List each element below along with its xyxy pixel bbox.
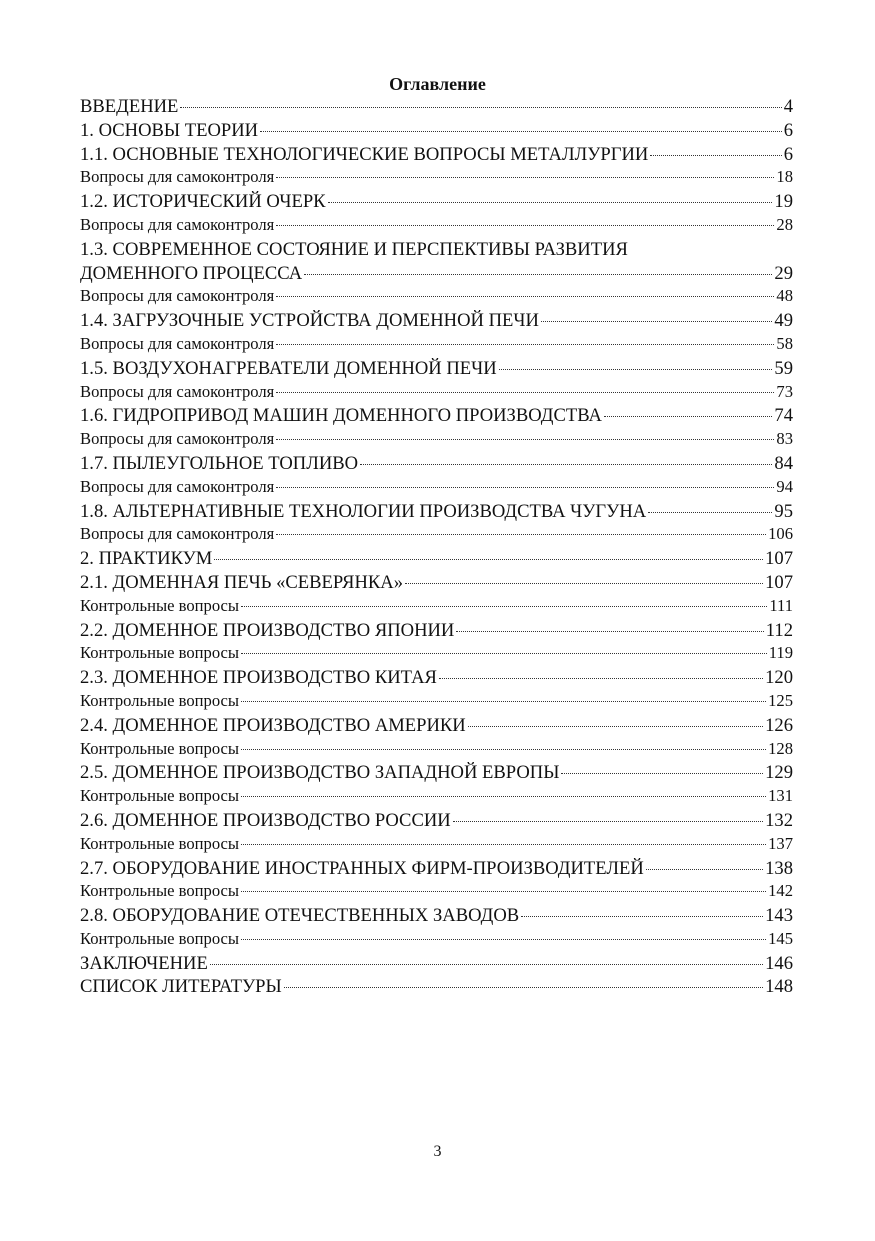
toc-entry-page: 84	[774, 452, 793, 474]
toc-entry-page: 131	[768, 786, 793, 806]
toc-entry-leader	[210, 964, 763, 965]
toc-entry[interactable]	[80, 429, 793, 453]
toc-entry-leader	[284, 987, 763, 988]
toc-entry-label: Вопросы для самоконтроля	[80, 476, 275, 496]
toc-entry[interactable]	[80, 929, 793, 953]
toc-entry-leader	[276, 225, 774, 226]
toc-entry-page: 106	[768, 524, 793, 544]
toc-entry-page: 145	[768, 928, 793, 948]
toc-entry-label: Контрольные вопросы	[80, 928, 240, 948]
toc-entry-page: 73	[776, 381, 793, 401]
toc-entry-label: 1.6. ГИДРОПРИВОД МАШИН ДОМЕННОГО ПРОИЗВОДСТВА	[80, 405, 602, 427]
toc-entry[interactable]	[80, 834, 793, 858]
toc-entry-page: 137	[768, 833, 793, 853]
toc-entry-label: Вопросы для самоконтроля	[80, 429, 275, 449]
toc-entry[interactable]	[80, 905, 793, 929]
toc-entry[interactable]	[80, 215, 793, 239]
toc-entry-page: 58	[776, 333, 793, 353]
toc-entry-label: Вопросы для самоконтроля	[80, 286, 275, 306]
toc-entry-page: 107	[765, 548, 793, 570]
toc-entry[interactable]	[80, 976, 793, 1000]
toc-entry-label: Контрольные вопросы	[80, 595, 240, 615]
toc-entry-label: 2.2. ДОМЕННОЕ ПРОИЗВОДСТВО ЯПОНИИ	[80, 619, 455, 641]
toc-entry-leader	[648, 512, 772, 513]
toc-entry-leader	[241, 749, 766, 750]
toc-entry-leader	[241, 891, 766, 892]
toc-entry-label: 2.8. ОБОРУДОВАНИЕ ОТЕЧЕСТВЕННЫХ ЗАВОДОВ	[80, 905, 520, 927]
toc-entry[interactable]	[80, 286, 793, 310]
toc-entry[interactable]	[80, 548, 793, 572]
toc-entry-page: 112	[765, 619, 793, 641]
toc-entry[interactable]	[80, 501, 793, 525]
toc-entry[interactable]	[80, 881, 793, 905]
toc-entry-leader	[276, 439, 774, 440]
toc-entry-leader	[604, 416, 773, 417]
toc-entry-leader	[405, 583, 763, 584]
toc-entry-label: 2.5. ДОМЕННОЕ ПРОИЗВОДСТВО ЗАПАДНОЙ ЕВРОПЫ	[80, 762, 560, 784]
toc-entry[interactable]	[80, 620, 793, 644]
toc-entry-leader	[276, 344, 774, 345]
toc-entry-page: 146	[765, 952, 793, 974]
toc-entry-label: Вопросы для самоконтроля	[80, 214, 275, 234]
toc-entry-label: 2.7. ОБОРУДОВАНИЕ ИНОСТРАННЫХ ФИРМ-ПРОИЗВОДИТЕЛЕЙ	[80, 857, 644, 879]
toc-entry-label: 2. ПРАКТИКУМ	[80, 548, 213, 570]
toc-entry-page: 120	[765, 667, 793, 689]
toc-entry-page: 4	[783, 96, 793, 117]
toc-entry-label: ЗАКЛЮЧЕНИЕ	[80, 952, 208, 974]
toc-entry-leader	[328, 202, 773, 203]
toc-entry-page: 107	[765, 571, 793, 593]
toc-entry-label: 1.4. ЗАГРУЗОЧНЫЕ УСТРОЙСТВА ДОМЕННОЙ ПЕЧИ	[80, 310, 539, 332]
toc-entry-page: 83	[776, 429, 793, 449]
toc-entry[interactable]	[80, 739, 793, 763]
toc-entry-page: 111	[769, 595, 793, 615]
toc-entry-label: 2.3. ДОМЕННОЕ ПРОИЗВОДСТВО КИТАЯ	[80, 667, 437, 689]
toc-entry[interactable]	[80, 762, 793, 786]
toc-entry-leader	[276, 392, 774, 393]
toc-entry-page: 119	[768, 643, 793, 663]
toc-entry-leader	[360, 464, 772, 465]
toc-entry-leader	[521, 916, 763, 917]
toc-entry-label: Контрольные вопросы	[80, 738, 240, 758]
toc-title: Оглавление	[389, 74, 486, 94]
toc-entry-leader	[541, 321, 772, 322]
toc-entry-leader	[304, 274, 772, 275]
table-of-contents	[80, 96, 793, 1000]
toc-entry-label: Вопросы для самоконтроля	[80, 381, 275, 401]
toc-entry-label: Контрольные вопросы	[80, 643, 240, 663]
toc-entry[interactable]	[80, 120, 793, 144]
toc-entry-page: 138	[765, 857, 793, 879]
toc-entry[interactable]	[80, 405, 793, 429]
toc-entry-page: 143	[765, 905, 793, 927]
toc-entry-page: 28	[776, 214, 793, 234]
toc-entry-page: 19	[774, 191, 793, 213]
toc-entry-leader	[439, 678, 763, 679]
toc-entry-page: 6	[783, 119, 793, 141]
toc-entry-label: ДОМЕННОГО ПРОЦЕССА	[80, 262, 303, 284]
toc-entry[interactable]	[80, 382, 793, 406]
toc-entry[interactable]	[80, 524, 793, 548]
toc-entry[interactable]	[80, 453, 793, 477]
toc-entry-page: 148	[765, 976, 793, 998]
toc-entry-page: 126	[765, 714, 793, 736]
toc-entry[interactable]	[80, 715, 793, 739]
toc-entry[interactable]	[80, 596, 793, 620]
toc-entry-page: 29	[774, 262, 793, 284]
toc-entry-label: Контрольные вопросы	[80, 786, 240, 806]
toc-entry-label: 1.3. СОВРЕМЕННОЕ СОСТОЯНИЕ И ПЕРСПЕКТИВЫ РАЗВИТИЯ	[80, 238, 628, 260]
toc-entry-page: 94	[776, 476, 793, 496]
toc-entry[interactable]	[80, 144, 793, 168]
toc-entry-leader	[241, 844, 766, 845]
toc-entry-page: 74	[774, 405, 793, 427]
toc-entry[interactable]	[80, 239, 793, 263]
toc-entry-label: 2.4. ДОМЕННОЕ ПРОИЗВОДСТВО АМЕРИКИ	[80, 714, 466, 736]
toc-entry-page: 142	[768, 881, 793, 901]
toc-entry-label: 1.1. ОСНОВНЫЕ ТЕХНОЛОГИЧЕСКИЕ ВОПРОСЫ МЕТАЛЛУРГИИ	[80, 143, 649, 165]
toc-entry-label: ВВЕДЕНИЕ	[80, 96, 179, 117]
toc-entry[interactable]	[80, 334, 793, 358]
toc-entry-page: 6	[783, 143, 793, 165]
toc-entry-leader	[276, 534, 766, 535]
toc-entry-leader	[499, 369, 773, 370]
toc-entry-leader	[214, 559, 763, 560]
toc-entry-label: Вопросы для самоконтроля	[80, 524, 275, 544]
toc-entry-label: Контрольные вопросы	[80, 881, 240, 901]
page-number: 3	[433, 1143, 442, 1160]
toc-entry-leader	[180, 107, 781, 108]
toc-entry-page: 128	[768, 738, 793, 758]
toc-entry-leader	[468, 726, 763, 727]
toc-entry-page: 49	[774, 310, 793, 332]
toc-entry-label: Контрольные вопросы	[80, 833, 240, 853]
toc-entry-label: Вопросы для самоконтроля	[80, 167, 275, 187]
toc-entry-leader	[453, 821, 763, 822]
toc-entry-label: 2.1. ДОМЕННАЯ ПЕЧЬ «СЕВЕРЯНКА»	[80, 571, 404, 593]
toc-entry-leader	[241, 653, 767, 654]
toc-entry-leader	[561, 773, 763, 774]
toc-entry[interactable]	[80, 810, 793, 834]
toc-entry[interactable]	[80, 358, 793, 382]
toc-entry[interactable]	[80, 858, 793, 882]
toc-entry-page: 59	[774, 357, 793, 379]
toc-entry-page: 18	[776, 167, 793, 187]
toc-entry[interactable]	[80, 667, 793, 691]
toc-entry-label: СПИСОК ЛИТЕРАТУРЫ	[80, 976, 282, 998]
toc-entry-leader	[241, 796, 766, 797]
toc-entry-leader	[276, 296, 774, 297]
toc-entry-label: 1.8. АЛЬТЕРНАТИВНЫЕ ТЕХНОЛОГИИ ПРОИЗВОДСТВА ЧУГУНА	[80, 500, 647, 522]
toc-entry-leader	[276, 487, 774, 488]
toc-entry-page: 95	[774, 500, 793, 522]
toc-entry[interactable]	[80, 96, 793, 120]
toc-entry[interactable]	[80, 310, 793, 334]
toc-entry-label: 1. ОСНОВЫ ТЕОРИИ	[80, 119, 259, 141]
toc-entry-leader	[456, 631, 763, 632]
toc-entry-label: 2.6. ДОМЕННОЕ ПРОИЗВОДСТВО РОССИИ	[80, 809, 451, 831]
toc-entry-leader	[276, 177, 774, 178]
toc-entry[interactable]	[80, 263, 793, 287]
toc-entry-leader	[241, 606, 767, 607]
toc-entry-page: 125	[768, 690, 793, 710]
toc-entry-label: 1.7. ПЫЛЕУГОЛЬНОЕ ТОПЛИВО	[80, 452, 359, 474]
toc-entry-label: 1.2. ИСТОРИЧЕСКИЙ ОЧЕРК	[80, 191, 326, 213]
toc-entry[interactable]	[80, 191, 793, 215]
toc-entry-page: 48	[776, 286, 793, 306]
toc-entry-leader	[241, 701, 766, 702]
toc-entry-leader	[241, 939, 766, 940]
toc-entry-label: Контрольные вопросы	[80, 690, 240, 710]
toc-entry[interactable]	[80, 953, 793, 977]
toc-entry[interactable]	[80, 477, 793, 501]
toc-entry-page: 129	[765, 762, 793, 784]
toc-entry-leader	[650, 155, 781, 156]
toc-entry[interactable]	[80, 572, 793, 596]
toc-entry-page: 132	[765, 809, 793, 831]
toc-entry[interactable]	[80, 786, 793, 810]
toc-entry-label: 1.5. ВОЗДУХОНАГРЕВАТЕЛИ ДОМЕННОЙ ПЕЧИ	[80, 357, 497, 379]
toc-entry-leader	[260, 131, 782, 132]
toc-entry[interactable]	[80, 691, 793, 715]
toc-entry-leader	[646, 869, 763, 870]
toc-entry-label: Вопросы для самоконтроля	[80, 333, 275, 353]
toc-entry[interactable]	[80, 643, 793, 667]
toc-entry[interactable]	[80, 167, 793, 191]
